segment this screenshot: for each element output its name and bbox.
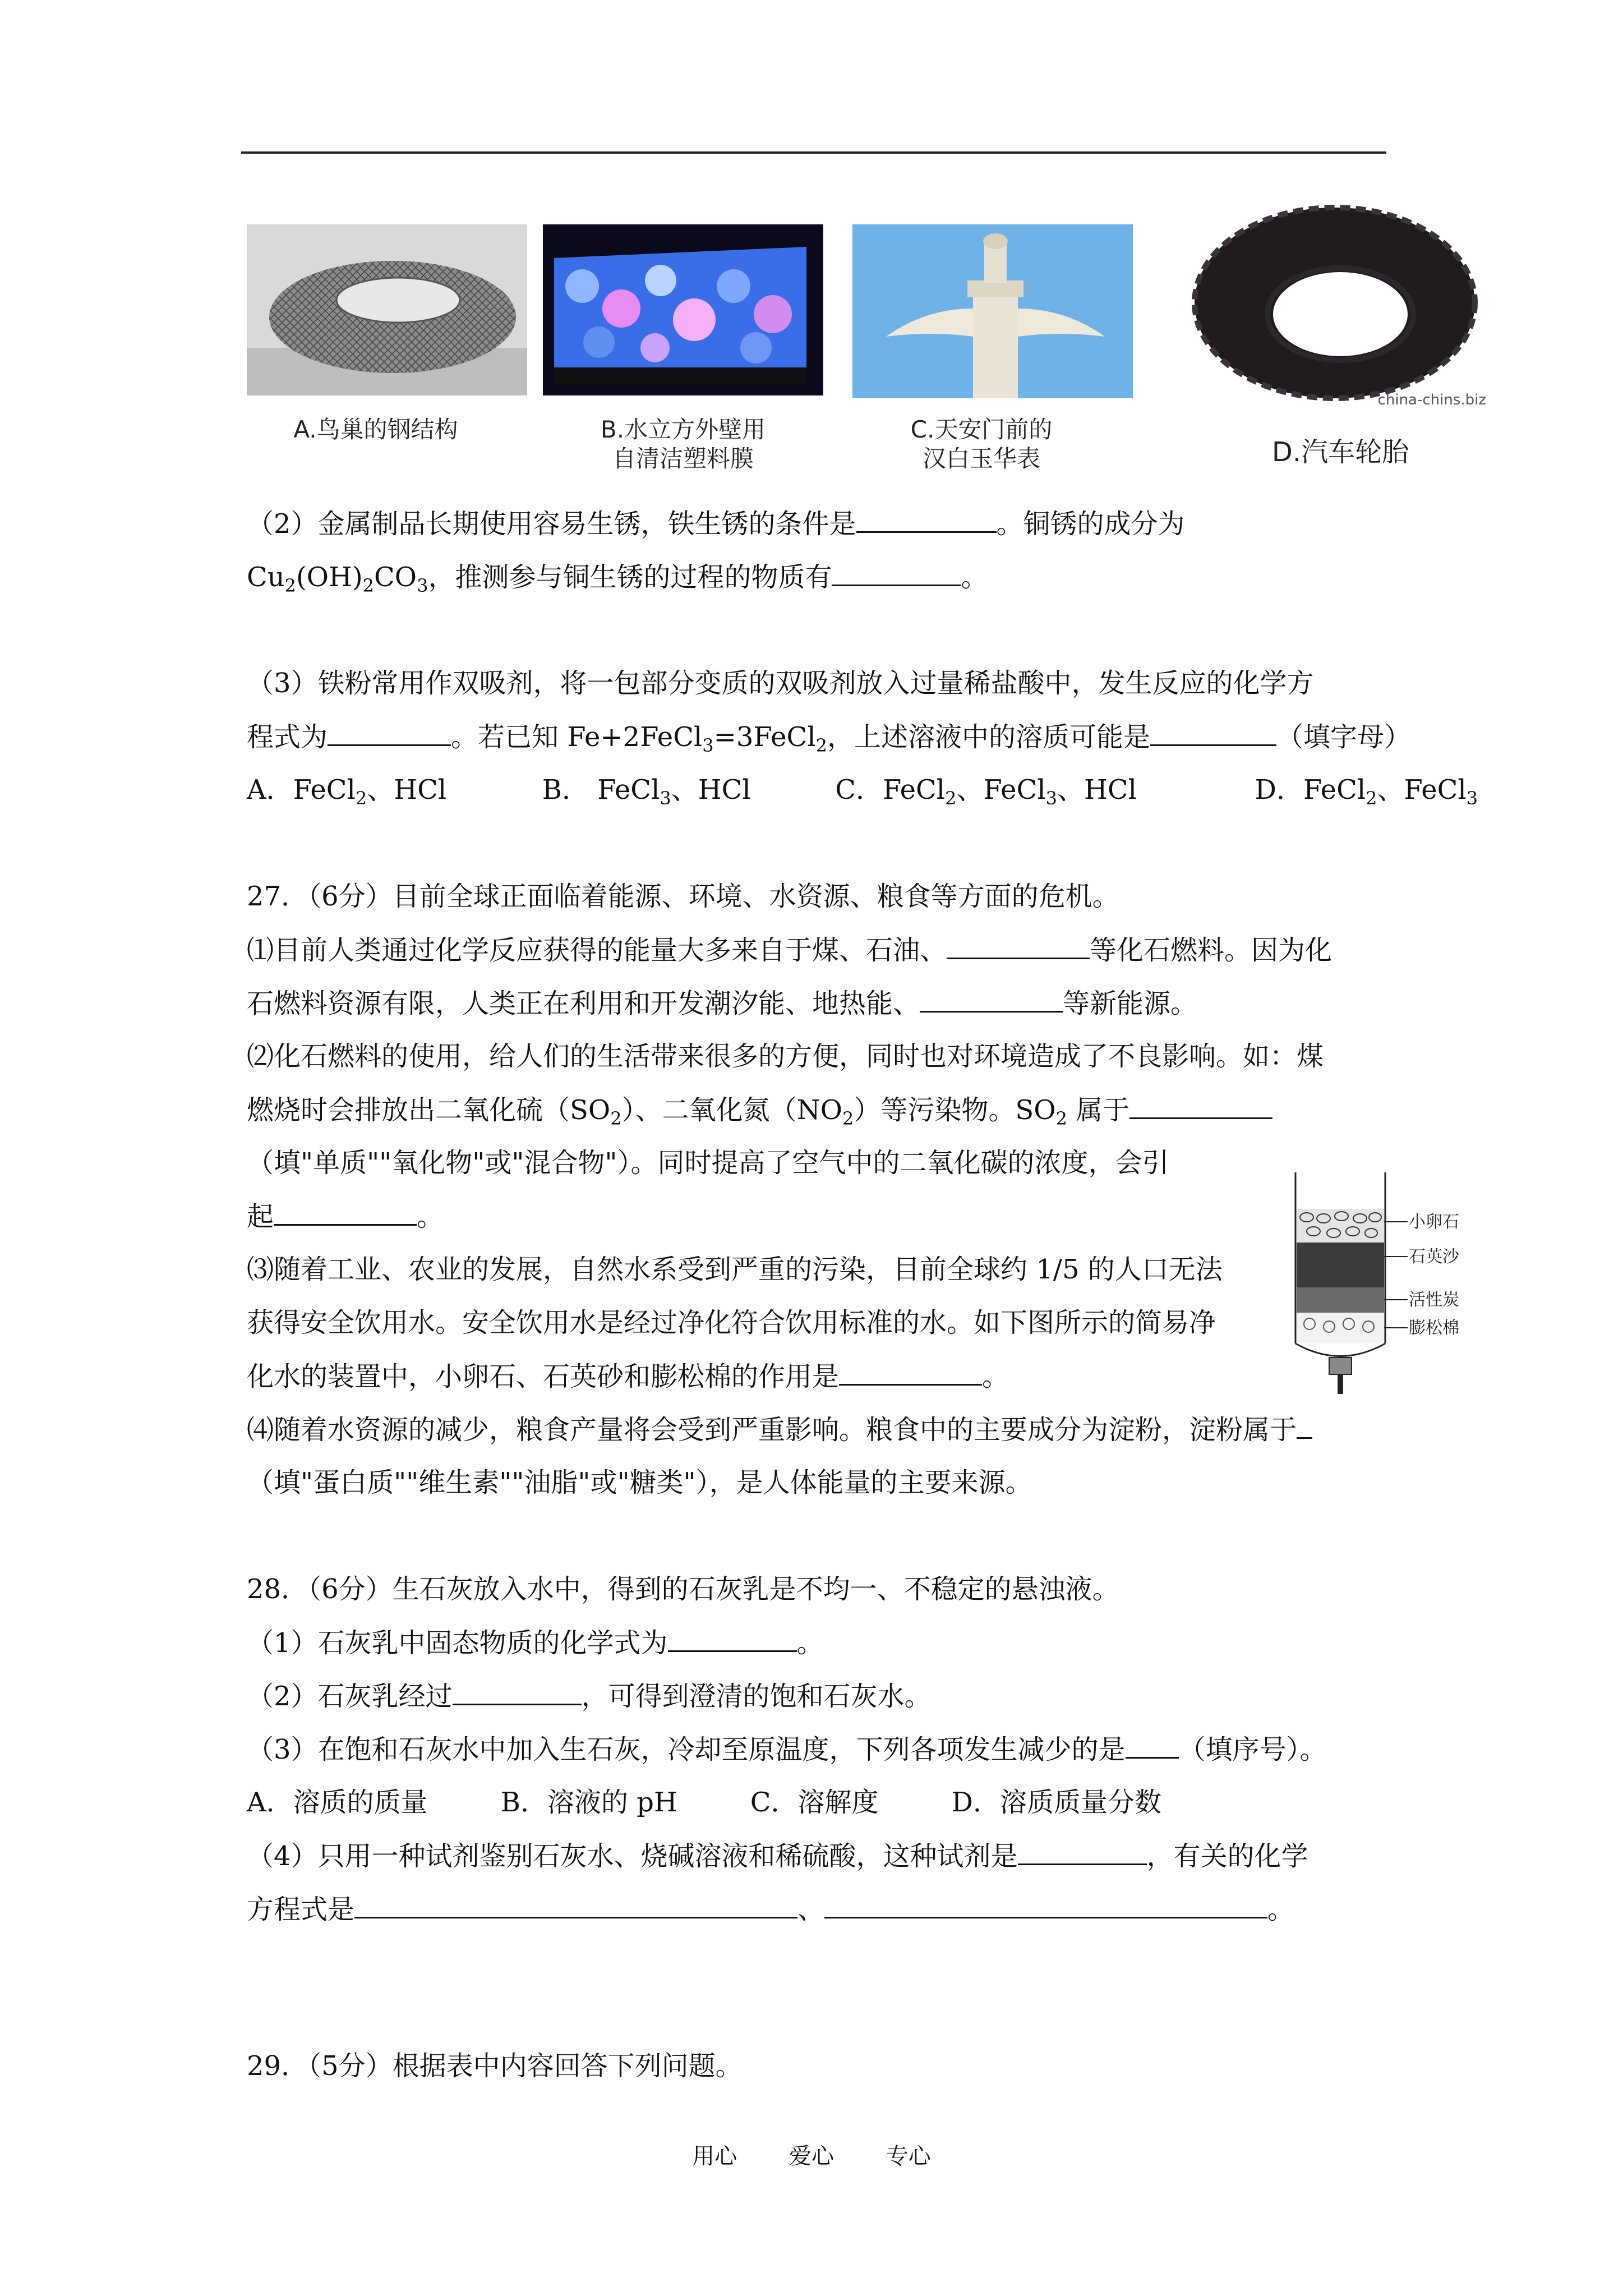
answer-blank[interactable]	[328, 720, 451, 746]
q28-p1: （1）石灰乳中固态物质的化学式为 。	[247, 1626, 824, 1660]
q28-p4-line2: 方程式是 、 。	[247, 1892, 1294, 1926]
q26-3-options: A．FeCl$_2$、HCl B． FeCl$_3$、HCl C．FeCl$_2$、FeCl$_3$、HCl D．FeCl$_2$、FeCl$_3$	[247, 774, 1478, 809]
q28-title: 28．（6分）生石灰放入水中，得到的石灰乳是不均一、不稳定的悬浊液。	[247, 1573, 1119, 1605]
q26-3-line1: （3）铁粉常用作双吸剂，将一包部分变质的双吸剂放入过量稀盐酸中，发生反应的化学方	[247, 668, 1314, 699]
page-footer	[0, 2138, 1623, 2170]
answer-blank[interactable]	[274, 1199, 417, 1226]
water-filter-figure	[1290, 1167, 1475, 1408]
answer-blank[interactable]	[947, 933, 1090, 959]
water-cube-image	[543, 224, 823, 395]
figure-b-caption-line1: B.水立方外壁用	[600, 416, 766, 443]
q27-title: 27．（6分）目前全球正面临着能源、环境、水资源、粮食等方面的危机。	[247, 881, 1119, 912]
figure-a-caption: A.鸟巢的钢结构	[293, 416, 458, 443]
filter-label-activated-carbon: 活性炭	[1409, 1290, 1459, 1310]
q27-p2-line3: （填"单质""氧化物"或"混合物"）。同时提高了空气中的二氧化碳的浓度，会引	[247, 1147, 1169, 1179]
figure-d-caption: D.汽车轮胎	[1271, 436, 1409, 468]
tire-watermark: china-chins.biz	[1377, 392, 1486, 408]
answer-blank[interactable]	[354, 1892, 797, 1918]
q26-2-line2: $Cu_2(OH)_2CO_3$，推测参与铜生锈的过程的物质有 。	[247, 560, 988, 594]
q27-p3-line3: 化水的装置中，小卵石、石英砂和膨松棉的作用是 。	[247, 1359, 1009, 1393]
footer-word-3: 专心	[886, 2143, 931, 2169]
filter-label-cotton: 膨松棉	[1409, 1318, 1459, 1338]
footer-word-1: 用心	[692, 2143, 737, 2169]
filter-label-pebbles: 小卵石	[1409, 1212, 1459, 1232]
q27-p2-line1: ⑵化石燃料的使用，给人们的生活带来很多的方便，同时也对环境造成了不良影响。如：煤	[247, 1041, 1324, 1072]
answer-blank[interactable]	[1018, 1839, 1147, 1865]
q28-p4-line1: （4）只用一种试剂鉴别石灰水、烧碱溶液和稀硫酸，这种试剂是 ，有关的化学	[247, 1839, 1308, 1873]
answer-blank[interactable]	[824, 1892, 1267, 1918]
answer-blank[interactable]	[832, 560, 961, 586]
q28-p3: （3）在饱和石灰水中加入生石灰，冷却至原温度，下列各项发生减少的是 （填序号）。	[247, 1732, 1327, 1766]
q27-p1-line1: ⑴目前人类通过化学反应获得的能量大多来自于煤、石油、 等化石燃料。因为化	[247, 933, 1332, 967]
figure-b-caption-line2: 自清洁塑料膜	[612, 445, 754, 472]
answer-blank[interactable]	[1126, 1732, 1179, 1759]
answer-blank[interactable]	[1150, 720, 1276, 746]
q28-options: A．溶质的质量 B．溶液的 pH C．溶解度 D．溶质质量分数	[247, 1787, 1162, 1818]
answer-blank[interactable]	[453, 1679, 582, 1705]
header-rule	[241, 151, 1386, 154]
q29-title: 29．（5分）根据表中内容回答下列问题。	[247, 2050, 743, 2082]
birds-nest-image	[247, 224, 527, 395]
answer-blank[interactable]	[839, 1359, 982, 1386]
q27-p4-line2: （填"蛋白质""维生素""油脂"或"糖类"），是人体能量的主要来源。	[247, 1467, 1032, 1498]
q27-p3-line2: 获得安全饮用水。安全饮用水是经过净化符合饮用标准的水。如下图所示的简易净	[247, 1307, 1216, 1338]
q27-p4-line1: ⑷随着水资源的减少，粮食产量将会受到严重影响。粮食中的主要成分为淀粉，淀粉属于	[247, 1412, 1312, 1447]
q27-p3-line1: ⑶随着工业、农业的发展，自然水系受到严重的污染，目前全球约 1/5 的人口无法	[247, 1254, 1223, 1285]
q27-p1-line2: 石燃料资源有限，人类正在利用和开发潮汐能、地热能、 等新能源。	[247, 986, 1197, 1020]
answer-blank[interactable]	[1297, 1412, 1312, 1439]
tire-image	[1178, 202, 1492, 415]
figure-c-caption-line1: C.天安门前的	[910, 416, 1053, 443]
answer-blank[interactable]	[1129, 1093, 1272, 1119]
q27-p2-line2: 燃烧时会排放出二氧化硫$(SO_2)$、二氧化氮$(NO_2)$等污染物。$SO_2$ 属于	[247, 1093, 1272, 1127]
answer-blank[interactable]	[856, 507, 997, 533]
footer-word-2: 爱心	[789, 2143, 834, 2169]
huabiao-image	[852, 224, 1133, 398]
answer-blank[interactable]	[920, 986, 1063, 1013]
figure-c-caption-line2: 汉白玉华表	[922, 445, 1040, 472]
q27-p2-line4: 起 。	[247, 1199, 444, 1234]
q28-p2: （2）石灰乳经过 ，可得到澄清的饱和石灰水。	[247, 1679, 932, 1713]
filter-label-quartz-sand: 石英沙	[1409, 1247, 1459, 1267]
answer-blank[interactable]	[668, 1626, 797, 1652]
q26-3-line2: 程式为 。若已知 Fe+2FeCl$_3$=3FeCl$_2$，上述溶液中的溶质可能是 （填字母）	[247, 720, 1411, 754]
water-filter-diagram	[1290, 1167, 1475, 1408]
q26-2-line1: （2）金属制品长期使用容易生锈，铁生锈的条件是 。铜锈的成分为	[247, 507, 1185, 541]
